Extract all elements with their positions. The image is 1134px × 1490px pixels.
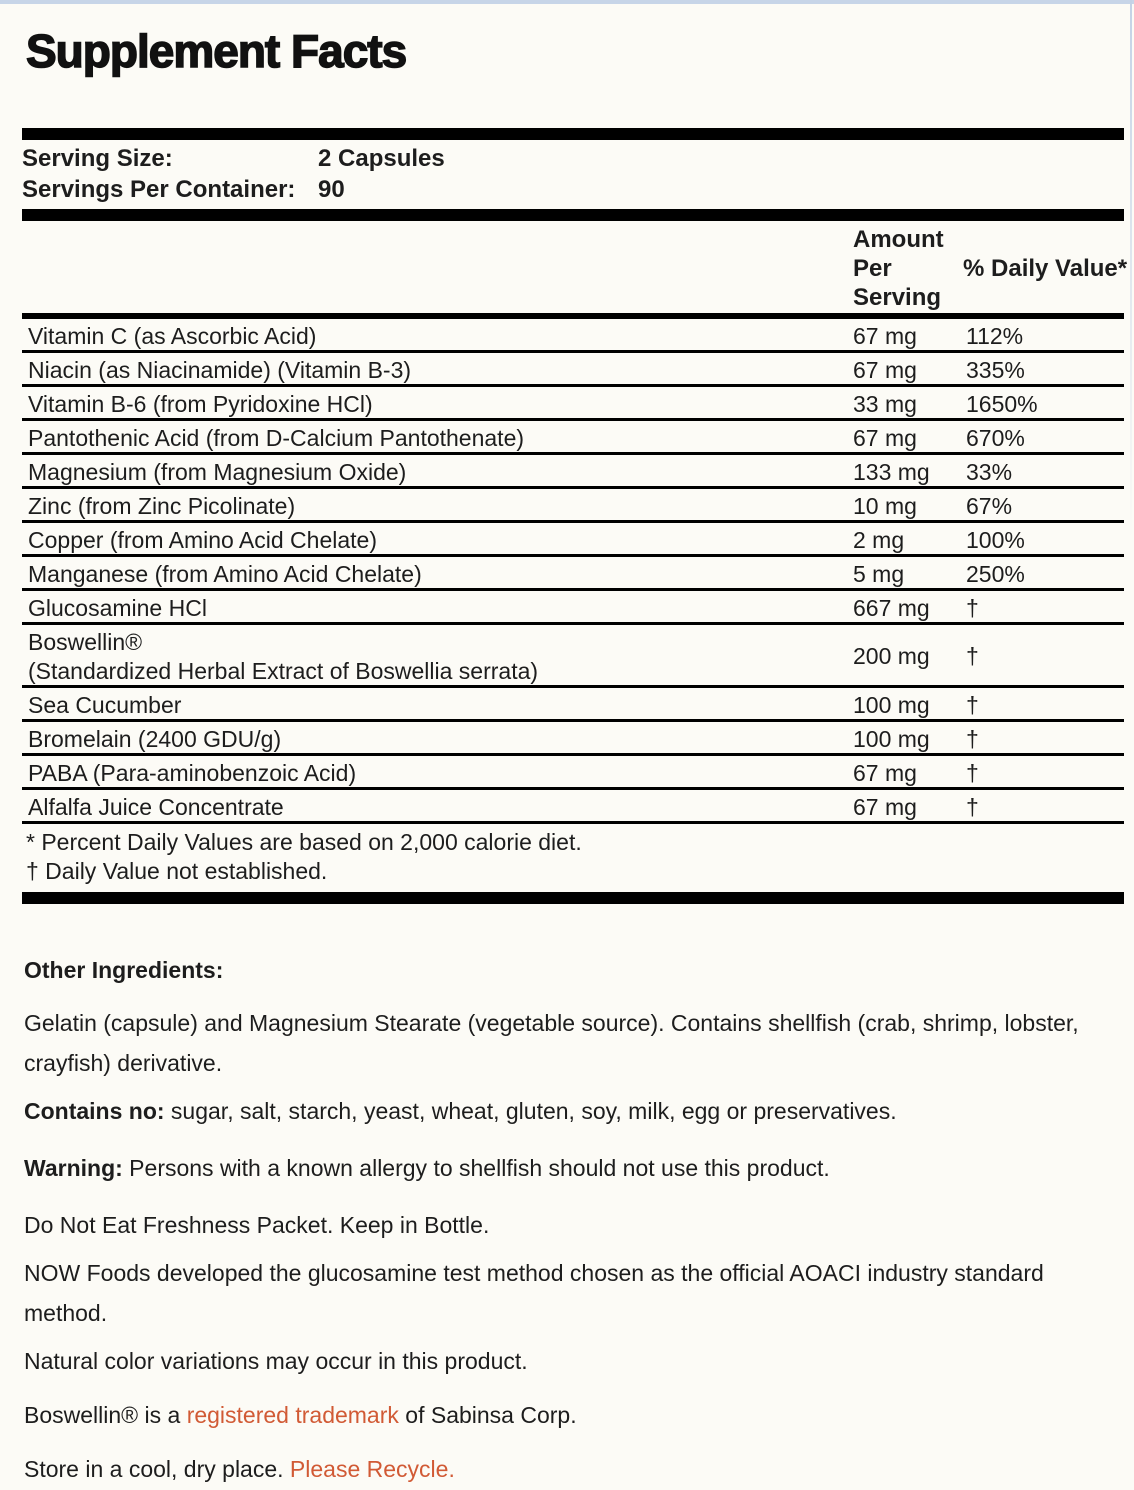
top-border: [0, 0, 1134, 4]
amount-cell: 2 mg: [853, 527, 905, 553]
table-row: [22, 387, 1124, 421]
nutrient-name: Bromelain (2400 GDU/g): [28, 726, 282, 752]
daily-value-cell: 670%: [966, 425, 1025, 451]
daily-value-cell: 1650%: [966, 391, 1038, 417]
amount-cell: 67 mg: [853, 357, 917, 383]
table-row: [22, 421, 1124, 455]
daily-value-cell: 335%: [966, 357, 1025, 383]
serving-size-value: 2 Capsules: [318, 145, 445, 172]
contains-no-label: Contains no:: [24, 1098, 165, 1124]
freshness-packet-note: Do Not Eat Freshness Packet. Keep in Bottle.: [24, 1212, 490, 1238]
table-row: [22, 319, 1124, 353]
page-title: Supplement Facts: [26, 25, 407, 77]
daily-value-cell: 112%: [966, 323, 1024, 349]
amount-cell: 33 mg: [853, 391, 917, 417]
table-row: [22, 790, 1124, 824]
table-row: [22, 688, 1124, 722]
servings-per-container-label: Servings Per Container:: [22, 176, 296, 203]
aoac-method-paragraph: NOW Foods developed the glucosamine test method chosen as the official AOACI industry standard method.: [24, 1260, 1044, 1326]
serving-size-row: [22, 143, 1124, 174]
serving-info: [22, 140, 1124, 209]
amount-cell: 200 mg: [853, 643, 930, 669]
nutrient-name: Vitamin B-6 (from Pyridoxine HCl): [28, 391, 373, 417]
table-row: [22, 353, 1124, 387]
serving-size-label: Serving Size:: [22, 145, 173, 172]
daily-value-cell: †: [966, 760, 979, 786]
table-row: [22, 722, 1124, 756]
nutrient-name: Pantothenic Acid (from D-Calcium Pantothenate): [28, 425, 525, 451]
table-row: [22, 523, 1124, 557]
trademark-paragraph: Boswellin® is a registered trademark of Sabinsa Corp.: [24, 1402, 577, 1428]
storage-paragraph: Store in a cool, dry place. Please Recycle.: [24, 1456, 455, 1482]
other-ingredients-heading: Other Ingredients:: [24, 957, 224, 983]
footnote-percent-dv: * Percent Daily Values are based on 2,000 calorie diet.: [26, 829, 582, 855]
table-row: [22, 591, 1124, 625]
right-border: [1130, 0, 1132, 540]
divider-bar: [22, 209, 1124, 221]
nutrient-name: Vitamin C (as Ascorbic Acid): [28, 323, 317, 349]
daily-value-cell: †: [966, 643, 979, 669]
amount-per-serving-header: Amount Per Serving: [853, 226, 944, 311]
table-row: [22, 489, 1124, 523]
daily-value-cell: †: [966, 692, 979, 718]
amount-cell: 67 mg: [853, 425, 917, 451]
daily-value-cell: 100%: [966, 527, 1025, 553]
amount-cell: 10 mg: [853, 493, 917, 519]
amount-cell: 100 mg: [853, 726, 930, 752]
daily-value-cell: †: [966, 726, 979, 752]
daily-value-cell: 250%: [966, 561, 1025, 587]
table-row: [22, 625, 1124, 688]
amount-cell: 67 mg: [853, 760, 917, 786]
daily-value-cell: 67%: [966, 493, 1013, 519]
nutrient-name: Niacin (as Niacinamide) (Vitamin B-3): [28, 357, 412, 383]
natural-color-note: Natural color variations may occur in this product.: [24, 1348, 528, 1374]
amount-cell: 67 mg: [853, 794, 917, 820]
amount-cell: 667 mg: [853, 595, 930, 621]
amount-cell: 100 mg: [853, 692, 930, 718]
nutrient-name: Copper (from Amino Acid Chelate): [28, 527, 377, 553]
warning-label: Warning:: [24, 1155, 123, 1181]
servings-per-container-value: 90: [318, 176, 345, 203]
please-recycle-link[interactable]: Please Recycle: [289, 1456, 449, 1482]
table-row: [22, 756, 1124, 790]
contains-no-paragraph: Contains no: sugar, salt, starch, yeast, wheat, gluten, soy, milk, egg or preservatives.: [24, 1098, 897, 1124]
nutrient-name: Manganese (from Amino Acid Chelate): [28, 561, 422, 587]
nutrient-name: Sea Cucumber: [28, 692, 182, 718]
nutrient-name: Alfalfa Juice Concentrate: [28, 794, 284, 820]
supplement-facts-panel: [22, 128, 1128, 904]
daily-value-cell: †: [966, 794, 979, 820]
daily-value-cell: 33%: [966, 459, 1013, 485]
divider-bar: [22, 128, 1124, 140]
daily-value-cell: †: [966, 595, 979, 621]
nutrient-name: Glucosamine HCl: [28, 595, 207, 621]
servings-per-container-row: [22, 174, 1124, 205]
amount-cell: 5 mg: [853, 561, 905, 587]
amount-cell: 133 mg: [853, 459, 930, 485]
amount-cell: 67 mg: [853, 323, 917, 349]
warning-paragraph: Warning: Persons with a known allergy to shellfish should not use this product.: [24, 1155, 830, 1181]
table-header: [22, 221, 1128, 313]
nutrient-name: PABA (Para-aminobenzoic Acid): [28, 760, 357, 786]
footnote-dagger: † Daily Value not established.: [26, 858, 328, 884]
table-footnotes: [22, 824, 1124, 904]
nutrient-name: Zinc (from Zinc Picolinate): [28, 493, 296, 519]
table-row: [22, 455, 1124, 489]
table-row: [22, 557, 1124, 591]
ingredients-paragraph: Gelatin (capsule) and Magnesium Stearate (vegetable source). Contains shellfish (crab, shrimp, lobster, crayfish) derivative.: [24, 1010, 1079, 1076]
nutrient-name: Magnesium (from Magnesium Oxide): [28, 459, 407, 485]
nutrient-name: Boswellin® (Standardized Herbal Extract of Boswellia serrata): [28, 629, 539, 684]
daily-value-header: % Daily Value*: [963, 255, 1128, 282]
registered-trademark-link[interactable]: registered trademark: [186, 1402, 399, 1428]
